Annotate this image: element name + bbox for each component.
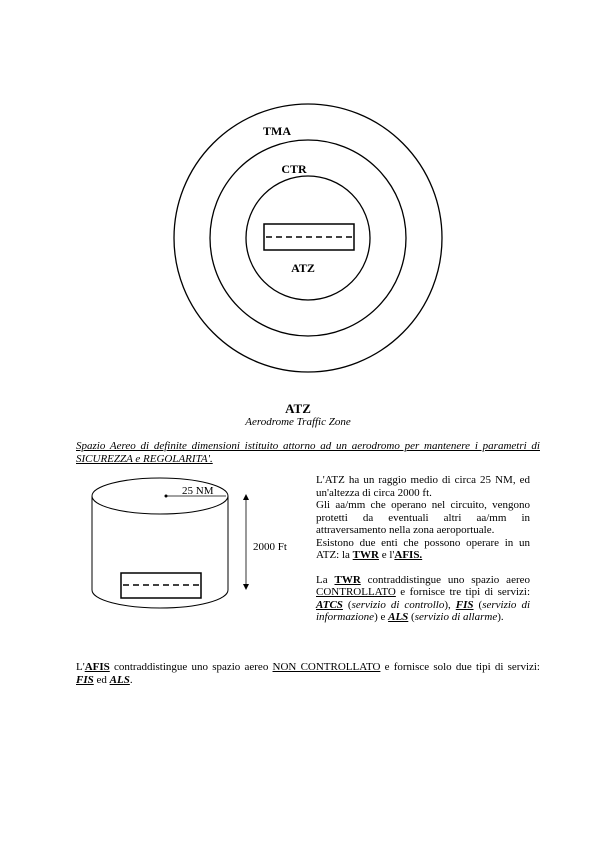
description-p2: Gli aa/mm che operano nel circuito, vengono protetti da eventuali altri aa/mm in attraversamento nella zona aeroportuale. [316, 499, 530, 536]
fis-open: ( [473, 598, 483, 611]
tma-circle [174, 104, 442, 372]
fis-desc: servizio di informazione [316, 598, 530, 623]
height-arrow-top [243, 494, 249, 500]
tma-label: TMA [263, 124, 291, 138]
twr-text-2: e fornisce tre tipi di servizi: [395, 586, 530, 598]
afis-term-2: AFIS [84, 661, 110, 673]
atcs-term: ATCS [316, 598, 343, 611]
atcs-desc: servizio di controllo [351, 598, 445, 611]
twr-paragraph [316, 574, 530, 624]
description-p1: L'ATZ ha un raggio medio di circa 25 NM, ed un'altezza di circa 2000 ft. [316, 474, 530, 499]
airspace-diagram [0, 0, 596, 400]
atz-label: ATZ [291, 261, 315, 275]
p3-and: e l' [378, 549, 395, 561]
als-open: ( [408, 611, 415, 623]
fis-close: ) e [374, 611, 389, 623]
description-p3 [316, 537, 530, 562]
atcs-close: ), [444, 598, 456, 611]
twr-term-2: TWR [334, 573, 361, 586]
afis-l: L' [76, 661, 85, 673]
height-arrow-bottom [243, 584, 249, 590]
controllato-term: CONTROLLATO [316, 586, 396, 598]
ctr-label: CTR [281, 162, 307, 176]
atcs-open: ( [342, 598, 352, 611]
center-dot [165, 495, 168, 498]
description-column [316, 474, 530, 624]
definition-text: Spazio Aereo di definite dimensioni istituito attorno ad un aerodromo per mantenere i parametri di SICUREZZA e REGOLARITA'. [76, 440, 540, 465]
twr-text-1: contraddistingue uno spazio aereo [360, 573, 530, 586]
twr-term: TWR [352, 549, 379, 561]
twr-la: La [316, 573, 335, 586]
afis-text-2: e fornisce solo due tipi di servizi: [380, 661, 540, 673]
afis-paragraph [76, 661, 540, 687]
afis-text-1: contraddistingue uno spazio aereo [109, 661, 273, 673]
als-desc: servizio di allarme [414, 611, 498, 623]
ctr-circle [210, 140, 406, 336]
afis-term: AFIS. [394, 549, 423, 561]
als-term: ALS [388, 611, 409, 623]
page-subtitle: Aerodrome Traffic Zone [245, 416, 351, 428]
fis-term-2: FIS [76, 674, 94, 686]
cylinder-bottom [92, 590, 228, 608]
als-close: ). [497, 611, 504, 623]
height-label: 2000 Ft [253, 541, 287, 553]
fis-term: FIS [455, 598, 474, 611]
page-title: ATZ [285, 401, 311, 416]
cylinder-diagram [80, 472, 310, 612]
p3-prefix: Esistono due enti che possono operare in un ATZ: la [316, 536, 530, 561]
paragraph-gap [316, 562, 530, 574]
radius-label: 25 NM [182, 485, 214, 497]
non-controllato-term: NON CONTROLLATO [272, 661, 381, 673]
als-term-2: ALS [109, 674, 130, 686]
afis-end: . [129, 674, 133, 686]
afis-ed: ed [93, 674, 110, 686]
